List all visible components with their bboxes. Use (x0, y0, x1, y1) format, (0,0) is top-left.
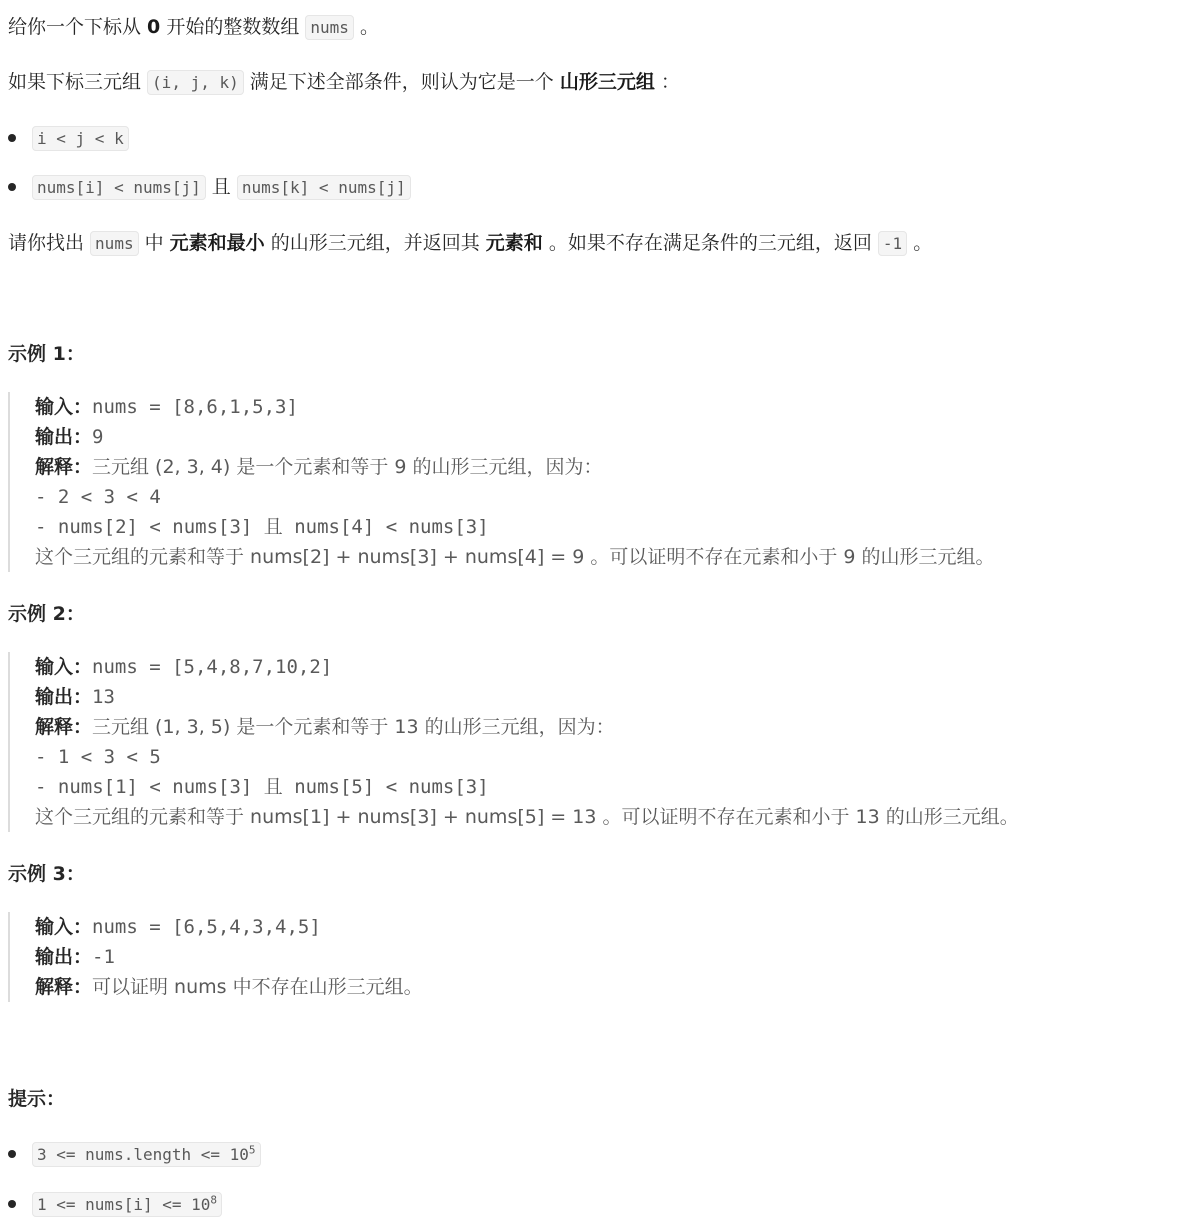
condition-mid: 且 (205, 176, 237, 198)
definition-code-triplet: (i, j, k) (147, 70, 244, 95)
example-3-title: 示例 3： (8, 863, 85, 885)
explain-line: - nums[1] < nums[3] 且 nums[5] < nums[3] (35, 776, 489, 798)
explain-line: - 1 < 3 < 5 (35, 746, 161, 768)
output-label: 输出： (35, 686, 93, 708)
task-code-minus-one: -1 (878, 231, 907, 256)
input-label: 输入： (35, 916, 93, 938)
task-text-b: 中 (138, 232, 170, 254)
bullet-icon (8, 183, 16, 191)
hint-exponent: 8 (210, 1193, 218, 1207)
input-value: nums = [6,5,4,3,4,5] (92, 916, 321, 938)
condition-item-1 (32, 124, 129, 152)
explain-text: 可以证明 nums 中不存在山形三元组。 (92, 976, 423, 998)
intro-code-nums: nums (305, 15, 354, 40)
explain-line: 这个三元组的元素和等于 nums[1] + nums[3] + nums[5] = 13 。可以证明不存在元素和小于 13 的山形三元组。 (35, 806, 1019, 828)
task-text-d: 。如果不存在满足条件的三元组，返回 (542, 232, 878, 254)
example-explanation (35, 452, 1168, 482)
example-1-title: 示例 1： (8, 343, 85, 365)
input-value: nums = [8,6,1,5,3] (92, 396, 298, 418)
explain-label: 解释： (35, 976, 93, 998)
example-2-title: 示例 2： (8, 603, 85, 625)
condition-code-a: nums[i] < nums[j] (32, 175, 206, 200)
intro-text-a: 给你一个下标从 (8, 16, 148, 38)
hint-text: 1 <= nums[i] <= 10 (37, 1195, 211, 1214)
task-code-nums: nums (90, 231, 139, 256)
task-bold-min-sum: 元素和最小 (169, 232, 265, 254)
input-label: 输入： (35, 656, 93, 678)
hint-item-2 (32, 1190, 222, 1218)
hint-code (32, 1192, 222, 1217)
hints-title: 提示： (8, 1088, 66, 1110)
output-value: 13 (92, 686, 115, 708)
explain-line: - 2 < 3 < 4 (35, 486, 161, 508)
output-value: -1 (92, 946, 115, 968)
definition-text-a: 如果下标三元组 (8, 71, 148, 93)
explain-text: 三元组 (2, 3, 4) 是一个元素和等于 9 的山形三元组，因为： (92, 456, 603, 478)
example-input (35, 652, 1168, 682)
example-3-block (8, 912, 1168, 1002)
bullet-icon (8, 134, 16, 142)
hint-code (32, 1142, 261, 1167)
output-label: 输出： (35, 426, 93, 448)
output-label: 输出： (35, 946, 93, 968)
example-output (35, 682, 1168, 712)
task-text-c: 的山形三元组，并返回其 (264, 232, 486, 254)
explain-label: 解释： (35, 716, 93, 738)
explain-text: 三元组 (1, 3, 5) 是一个元素和等于 13 的山形三元组，因为： (92, 716, 615, 738)
example-output (35, 942, 1168, 972)
task-paragraph (8, 229, 932, 257)
hint-item-1 (32, 1140, 261, 1168)
intro-text-c: 。 (353, 16, 379, 38)
explain-line: - nums[2] < nums[3] 且 nums[4] < nums[3] (35, 516, 489, 538)
task-text-e: 。 (907, 232, 933, 254)
hint-text: 3 <= nums.length <= 10 (37, 1145, 249, 1164)
definition-text-b: 满足下述全部条件，则认为它是一个 (243, 71, 560, 93)
example-input (35, 392, 1168, 422)
task-text-a: 请你找出 (8, 232, 91, 254)
explain-label: 解释： (35, 456, 93, 478)
condition-code-b: nums[k] < nums[j] (237, 175, 411, 200)
example-output (35, 422, 1168, 452)
explain-line: 这个三元组的元素和等于 nums[2] + nums[3] + nums[4] = 9 。可以证明不存在元素和小于 9 的山形三元组。 (35, 546, 995, 568)
example-2-block (8, 652, 1168, 832)
example-1-block (8, 392, 1168, 572)
output-value: 9 (92, 426, 104, 448)
definition-paragraph (8, 68, 680, 96)
input-label: 输入： (35, 396, 93, 418)
definition-text-c: ： (654, 71, 680, 93)
definition-bold-term: 山形三元组 (559, 71, 655, 93)
condition-code: i < j < k (32, 126, 129, 151)
example-explanation (35, 712, 1168, 742)
intro-text-b: 开始的整数数组 (160, 16, 306, 38)
condition-item-2 (32, 173, 411, 201)
hint-exponent: 5 (248, 1143, 256, 1157)
example-input (35, 912, 1168, 942)
intro-zero: 0 (147, 16, 161, 38)
input-value: nums = [5,4,8,7,10,2] (92, 656, 333, 678)
bullet-icon (8, 1200, 16, 1208)
example-explanation (35, 972, 1168, 1002)
intro-paragraph (8, 13, 379, 41)
task-bold-sum: 元素和 (485, 232, 543, 254)
bullet-icon (8, 1150, 16, 1158)
